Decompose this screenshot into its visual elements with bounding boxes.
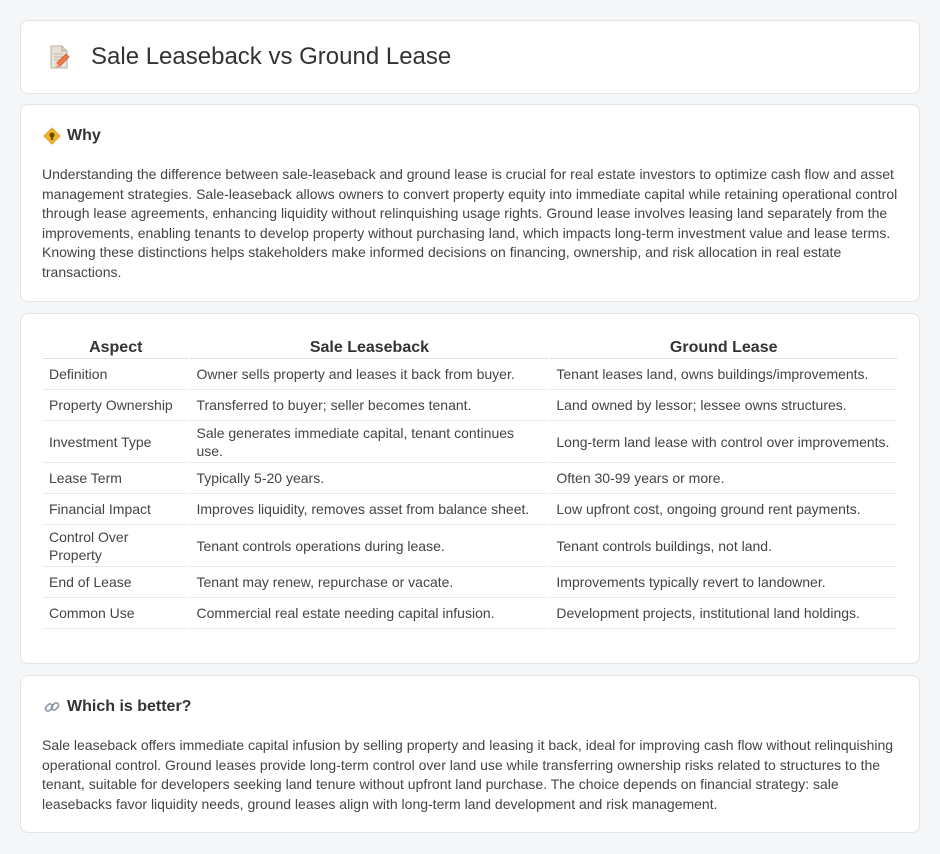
why-heading: Why: [67, 127, 101, 144]
table-row: [43, 598, 897, 629]
sale-leaseback-cell: Typically 5-20 years.: [190, 463, 548, 494]
table-header-row: [43, 335, 897, 359]
aspect-cell: Lease Term: [43, 463, 188, 494]
better-heading: Which is better?: [67, 698, 192, 715]
which-better-section: [20, 675, 920, 833]
ground-lease-cell: Often 30-99 years or more.: [550, 463, 897, 494]
sale-leaseback-cell: Tenant controls operations during lease.: [190, 525, 548, 567]
ground-lease-cell: Tenant controls buildings, not land.: [550, 525, 897, 567]
ground-lease-cell: Improvements typically revert to landowner.: [550, 567, 897, 598]
sale-leaseback-cell: Commercial real estate needing capital infusion.: [190, 598, 548, 629]
why-heading-row: [43, 127, 101, 145]
table-row: [43, 567, 897, 598]
better-heading-row: [43, 698, 191, 716]
comparison-section: [20, 313, 920, 664]
lightbulb-diamond-icon: [43, 127, 61, 145]
table-row: [43, 463, 897, 494]
sale-leaseback-cell: Improves liquidity, removes asset from balance sheet.: [190, 494, 548, 525]
link-icon: [43, 698, 61, 716]
sale-leaseback-cell: Owner sells property and leases it back from buyer.: [190, 359, 548, 390]
ground-lease-cell: Tenant leases land, owns buildings/improvements.: [550, 359, 897, 390]
aspect-cell: Control Over Property: [43, 525, 188, 567]
aspect-cell: Investment Type: [43, 421, 188, 463]
document-pencil-icon: [45, 43, 73, 71]
ground-lease-cell: Long-term land lease with control over improvements.: [550, 421, 897, 463]
aspect-cell: Financial Impact: [43, 494, 188, 525]
header-ground-lease: Ground Lease: [550, 335, 897, 359]
why-section: [20, 104, 920, 302]
title-row: [45, 43, 451, 71]
why-text: Understanding the difference between sale-leaseback and ground lease is crucial for real estate investors to optimize cash flow and asset management strategies. Sale-leaseback allows owners to convert property equity into immediate capital while retaining operational control through lease agreements, enhancing liquidity without relinquishing usage rights. Ground lease involves leasing land separately from the improvements, enabling tenants to develop property without purchasing land, which impacts long-term investment value and lease terms. Knowing these distinctions helps stakeholders make informed decisions on financing, ownership, and risk allocation in real estate transactions.: [42, 166, 898, 280]
sale-leaseback-cell: Sale generates immediate capital, tenant continues use.: [190, 421, 548, 463]
header-aspect: Aspect: [43, 335, 188, 359]
aspect-cell: Property Ownership: [43, 390, 188, 421]
aspect-cell: Common Use: [43, 598, 188, 629]
table-row: [43, 494, 897, 525]
table-row: [43, 390, 897, 421]
table-row: [43, 359, 897, 390]
page-title: Sale Leaseback vs Ground Lease: [91, 43, 452, 70]
ground-lease-cell: Low upfront cost, ongoing ground rent payments.: [550, 494, 897, 525]
better-text: Sale leaseback offers immediate capital infusion by selling property and leasing it back, ideal for improving cash flow without relinquishing operational control. Ground leases provide long-term control over land use while transferring ownership risks related to structures to the tenant, suitable for developers seeking land tenure without upfront land purchase. The choice depends on financial strategy: sale leasebacks favor liquidity needs, ground leases align with long-term land development and risk management.: [42, 737, 894, 812]
ground-lease-cell: Development projects, institutional land holdings.: [550, 598, 897, 629]
table-row: [43, 525, 897, 567]
comparison-table: [41, 335, 899, 629]
table-row: [43, 421, 897, 463]
aspect-cell: Definition: [43, 359, 188, 390]
header-sale-leaseback: Sale Leaseback: [190, 335, 548, 359]
aspect-cell: End of Lease: [43, 567, 188, 598]
sale-leaseback-cell: Transferred to buyer; seller becomes tenant.: [190, 390, 548, 421]
sale-leaseback-cell: Tenant may renew, repurchase or vacate.: [190, 567, 548, 598]
ground-lease-cell: Land owned by lessor; lessee owns structures.: [550, 390, 897, 421]
title-card: [20, 20, 920, 94]
